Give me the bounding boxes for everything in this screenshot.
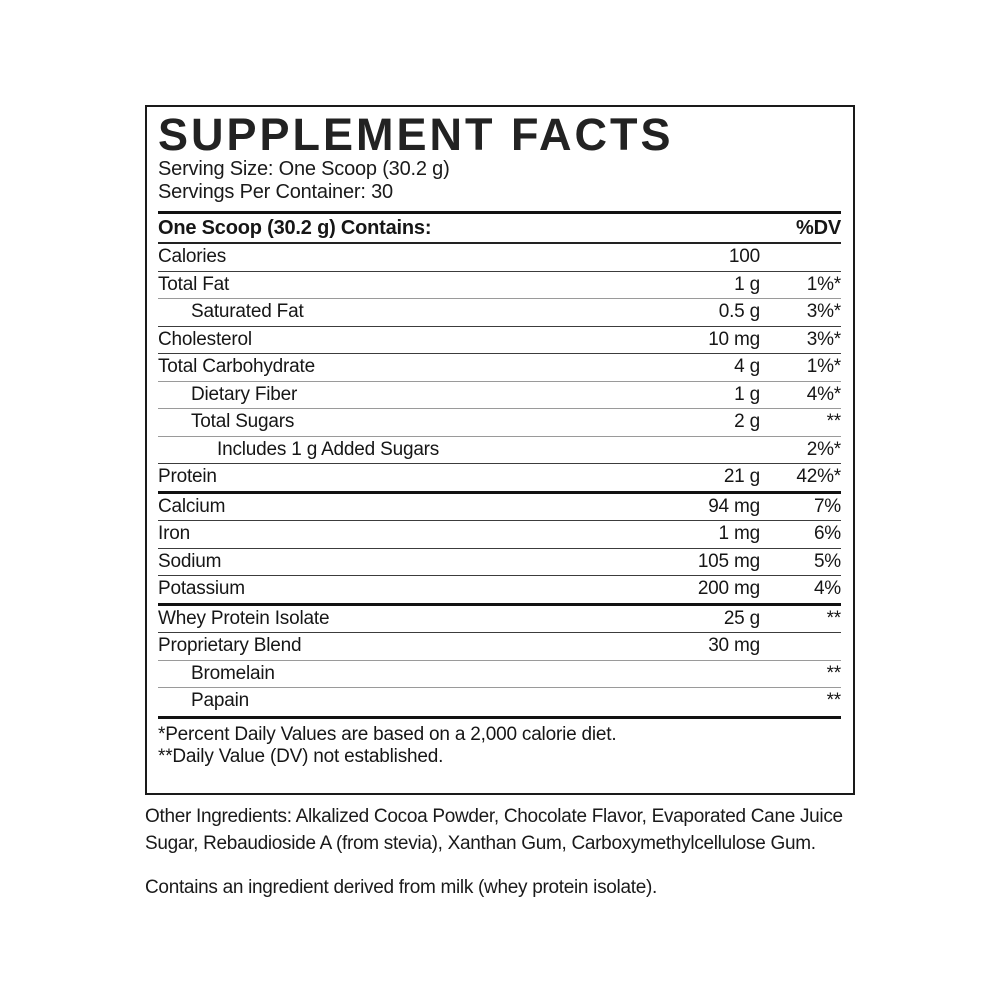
nutrient-name: Potassium: [158, 578, 245, 600]
nutrient-name: Proprietary Blend: [158, 635, 302, 657]
nutrient-dv: 42%*: [796, 466, 841, 488]
nutrient-name: Papain: [191, 690, 249, 712]
nutrient-dv: 1%*: [806, 356, 841, 378]
nutrient-dv: 3%*: [806, 328, 841, 350]
serving-size: Serving Size: One Scoop (30.2 g): [158, 158, 450, 180]
column-header-row: [158, 211, 841, 244]
nutrient-amount: 4 g: [734, 356, 760, 378]
nutrient-dv: 4%*: [806, 383, 841, 405]
nutrient-row-added-sugars: [158, 436, 841, 464]
nutrient-name: Whey Protein Isolate: [158, 607, 330, 629]
footnotes: [158, 719, 841, 769]
nutrient-dv: **: [826, 662, 841, 684]
nutrient-row-whey-protein-isolate: [158, 603, 841, 633]
nutrient-row-total-sugars: [158, 408, 841, 436]
nutrient-dv: 1%*: [806, 273, 841, 295]
nutrient-row-sodium: [158, 548, 841, 576]
nutrient-amount: 1 g: [734, 383, 760, 405]
nutrient-amount: 100: [728, 246, 760, 268]
nutrient-row-papain: [158, 687, 841, 715]
nutrient-dv: **: [826, 607, 841, 629]
supplement-facts-panel: [145, 105, 855, 795]
nutrient-amount: 1 mg: [718, 523, 760, 545]
nutrient-dv: 5%: [813, 550, 841, 572]
nutrient-dv: 3%*: [806, 301, 841, 323]
nutrient-name: Includes 1 g Added Sugars: [217, 438, 440, 460]
nutrient-amount: 0.5 g: [718, 301, 760, 323]
nutrient-dv: 7%: [813, 495, 841, 517]
nutrient-row-saturated-fat: [158, 298, 841, 326]
nutrient-amount: 94 mg: [708, 495, 760, 517]
nutrient-dv: **: [826, 411, 841, 433]
nutrient-name: Total Carbohydrate: [158, 356, 315, 378]
footnote-percent-dv: *Percent Daily Values are based on a 2,000 calorie diet.: [158, 723, 617, 745]
nutrient-name: Cholesterol: [158, 328, 252, 350]
nutrient-amount: 30 mg: [708, 635, 760, 657]
nutrient-amount: 2 g: [734, 411, 760, 433]
nutrient-row-potassium: [158, 575, 841, 603]
nutrient-row-iron: [158, 520, 841, 548]
nutrient-dv: 4%: [813, 578, 841, 600]
nutrient-name: Total Fat: [158, 273, 230, 295]
nutrient-row-dietary-fiber: [158, 381, 841, 409]
nutrient-amount: 21 g: [723, 466, 760, 488]
nutrient-row-calories: [158, 244, 841, 271]
nutrient-row-cholesterol: [158, 326, 841, 354]
nutrient-name: Iron: [158, 523, 190, 545]
allergen-statement: Contains an ingredient derived from milk (whey protein isolate).: [145, 877, 657, 898]
column-header-contains: One Scoop (30.2 g) Contains:: [158, 216, 432, 239]
nutrient-row-proprietary-blend: [158, 632, 841, 660]
nutrient-row-total-fat: [158, 271, 841, 299]
nutrient-dv: **: [826, 690, 841, 712]
supplement-facts-title: SUPPLEMENT FACTS: [158, 109, 674, 160]
nutrient-row-protein: [158, 463, 841, 491]
nutrient-dv: 6%: [813, 523, 841, 545]
nutrient-amount: 10 mg: [708, 328, 760, 350]
nutrient-name: Calcium: [158, 495, 226, 517]
nutrient-name: Dietary Fiber: [191, 383, 298, 405]
servings-per-container: Servings Per Container: 30: [158, 181, 393, 203]
nutrient-name: Sodium: [158, 550, 222, 572]
other-ingredients-text: Other Ingredients: Alkalized Cocoa Powder, Chocolate Flavor, Evaporated Cane Juice Sugar, Rebaudioside A (from stevia), Xanthan Gum, Carboxymethylcellulose Gum.: [145, 806, 843, 854]
nutrient-row-total-carbohydrate: [158, 353, 841, 381]
below-panel-text: [145, 803, 857, 901]
nutrient-amount: 1 g: [734, 273, 760, 295]
nutrient-name: Calories: [158, 246, 227, 268]
nutrient-amount: 25 g: [723, 607, 760, 629]
nutrient-row-bromelain: [158, 660, 841, 688]
nutrient-amount: 200 mg: [697, 578, 760, 600]
nutrient-name: Total Sugars: [191, 411, 295, 433]
footnote-dv-not-established: **Daily Value (DV) not established.: [158, 746, 444, 767]
column-header-dv: %DV: [796, 216, 841, 239]
nutrient-name: Protein: [158, 466, 217, 488]
nutrient-name: Bromelain: [191, 662, 275, 684]
nutrient-amount: 105 mg: [697, 550, 760, 572]
nutrient-name: Saturated Fat: [191, 301, 304, 323]
nutrient-row-calcium: [158, 491, 841, 521]
nutrient-dv: 2%*: [806, 438, 841, 460]
